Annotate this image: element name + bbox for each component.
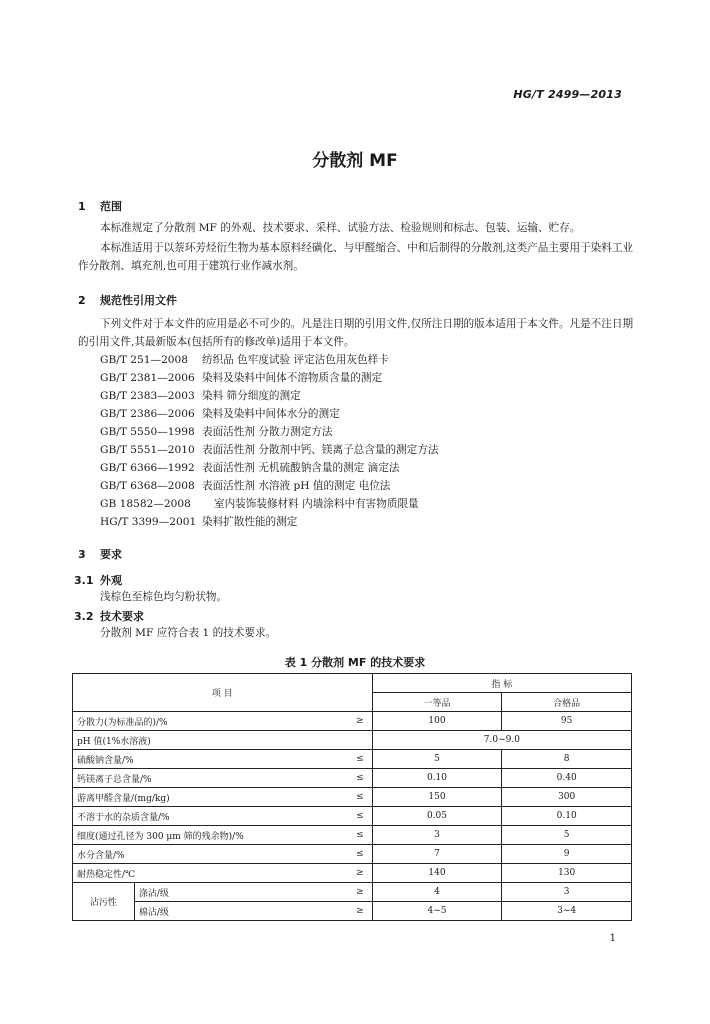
subsection-3-1-heading: [74, 572, 122, 588]
reference-title: 表面活性剂 无机硫酸钠含量的测定 滴定法: [202, 462, 400, 474]
subsection-3-2-heading: [74, 608, 144, 624]
table-row: [73, 731, 632, 750]
row-qualified: 130: [502, 864, 632, 883]
reference-title: 表面活性剂 分散剂中钙、镁离子总含量的测定方法: [202, 444, 439, 456]
row-item: 棉沾/级: [134, 902, 341, 921]
reference-code: HG/T 3399—2001: [100, 516, 197, 528]
reference-title: 染料及染料中间体水分的测定: [202, 408, 340, 420]
row-first: 150: [372, 788, 502, 807]
section-number: 1: [78, 200, 86, 213]
row-first: 5: [372, 750, 502, 769]
reference-item: [100, 388, 301, 406]
row-qualified: 9: [502, 845, 632, 864]
row-qualified: 0.10: [502, 807, 632, 826]
row-symbol: ≤: [342, 750, 372, 769]
row-first: 3: [372, 826, 502, 845]
section-2-intro: 下列文件对于本文件的应用是必不可少的。凡是注日期的引用文件,仅所注日期的版本适用于本文件。凡是不注日期的引用文件,其最新版本(包括所有的修改单)适用于本文件。: [78, 318, 634, 348]
table-row: [73, 807, 632, 826]
row-first: 100: [372, 712, 502, 731]
specification-table: [72, 673, 632, 921]
row-qualified: 8: [502, 750, 632, 769]
table-row: [73, 750, 632, 769]
row-qualified: 95: [502, 712, 632, 731]
reference-item: [100, 442, 438, 460]
row-item: 不溶于水的杂质含量/%: [73, 807, 342, 826]
row-first: 140: [372, 864, 502, 883]
row-qualified: 300: [502, 788, 632, 807]
row-qualified: 3: [502, 883, 632, 902]
section-3-heading: [78, 546, 122, 562]
table-caption: 表 1 分散剂 MF 的技术要求: [284, 656, 426, 669]
reference-item: [100, 514, 297, 532]
reference-code: GB/T 2381—2006: [100, 372, 195, 384]
row-symbol: ≥: [342, 902, 372, 921]
reference-code: GB/T 5550—1998: [100, 426, 195, 438]
row-symbol: ≤: [342, 826, 372, 845]
stain-group-label: 沾污性: [73, 883, 135, 921]
table-row: [73, 769, 632, 788]
row-value: 7.0~9.0: [372, 731, 631, 750]
reference-code: GB 18582—2008: [100, 498, 191, 510]
subsection-number: 3.1: [74, 574, 94, 587]
row-symbol: ≤: [342, 788, 372, 807]
reference-title: 表面活性剂 水溶液 pH 值的测定 电位法: [202, 480, 391, 492]
reference-code: GB/T 6366—1992: [100, 462, 195, 474]
reference-title: 室内装饰装修材料 内墙涂料中有害物质限量: [214, 498, 419, 510]
table-row: [73, 712, 632, 731]
section-title: 要求: [100, 548, 122, 561]
row-first: 0.05: [372, 807, 502, 826]
row-qualified: 3~4: [502, 902, 632, 921]
table-row: [73, 845, 632, 864]
table-row: [73, 788, 632, 807]
section-2-heading: [78, 292, 177, 308]
technical-requirements-text: 分散剂 MF 应符合表 1 的技术要求。: [100, 627, 277, 639]
section-number: 3: [78, 548, 86, 561]
section-1-paragraph-2: 本标准适用于以萘环芳烃衍生物为基本原料经磺化、与甲醛缩合、中和后制得的分散剂,这类产品主要用于染料工业作分散剂、填充剂,也可用于建筑行业作减水剂。: [78, 242, 634, 272]
row-item: 硫酸钠含量/%: [73, 750, 342, 769]
table-row: [73, 826, 632, 845]
standard-code: HG/T 2499—2013: [513, 88, 622, 101]
row-symbol: ≥: [342, 864, 372, 883]
table-header-row: [73, 674, 632, 693]
row-symbol: ≥: [342, 883, 372, 902]
subsection-title: 技术要求: [100, 610, 144, 623]
row-symbol: ≤: [342, 807, 372, 826]
section-1-heading: [78, 198, 122, 214]
subsection-number: 3.2: [74, 610, 94, 623]
row-symbol: ≤: [342, 845, 372, 864]
section-1-paragraph-1: 本标准规定了分散剂 MF 的外观、技术要求、采样、试验方法、检验规则和标志、包装、运输、贮存。: [100, 222, 581, 234]
reference-title: 染料 筛分细度的测定: [202, 390, 301, 402]
table-row: [73, 864, 632, 883]
header-qualified: 合格品: [502, 693, 632, 712]
header-item: 项 目: [73, 674, 373, 712]
reference-item: [100, 370, 382, 388]
row-item: 细度(通过孔径为 300 μm 筛的残余物)/%: [73, 826, 342, 845]
table-row: [73, 902, 632, 921]
header-first-grade: 一等品: [372, 693, 502, 712]
reference-item: [100, 406, 340, 424]
header-index: 指 标: [372, 674, 631, 693]
reference-code: GB/T 251—2008: [100, 354, 189, 366]
reference-item: [100, 496, 419, 514]
section-title: 范围: [100, 200, 122, 213]
document-title: 分散剂 MF: [312, 151, 398, 171]
reference-item: [100, 424, 333, 442]
row-item: 分散力(为标准品的)/%: [73, 712, 342, 731]
row-qualified: 0.40: [502, 769, 632, 788]
reference-item: [100, 352, 389, 370]
reference-code: GB/T 2383—2003: [100, 390, 195, 402]
row-item: 涤沾/级: [134, 883, 341, 902]
row-first: 7: [372, 845, 502, 864]
row-item: 耐热稳定性/℃: [73, 864, 342, 883]
row-item: pH 值(1%水溶液): [73, 731, 373, 750]
row-symbol: ≤: [342, 769, 372, 788]
row-first: 0.10: [372, 769, 502, 788]
reference-title: 染料及染料中间体不溶物质含量的测定: [202, 372, 383, 384]
reference-code: GB/T 6368—2008: [100, 480, 195, 492]
page-number: 1: [609, 933, 616, 944]
row-item: 钙镁离子总含量/%: [73, 769, 342, 788]
row-item: 水分含量/%: [73, 845, 342, 864]
row-item: 游离甲醛含量/(mg/kg): [73, 788, 342, 807]
reference-title: 表面活性剂 分散力测定方法: [202, 426, 333, 438]
section-title: 规范性引用文件: [100, 294, 177, 307]
table-row: [73, 883, 632, 902]
reference-title: 纺织品 色牢度试验 评定沾色用灰色样卡: [202, 354, 389, 366]
reference-title: 染料扩散性能的测定: [202, 516, 298, 528]
row-first: 4: [372, 883, 502, 902]
reference-item: [100, 460, 399, 478]
row-symbol: ≥: [342, 712, 372, 731]
reference-item: [100, 478, 390, 496]
reference-code: GB/T 5551—2010: [100, 444, 195, 456]
section-number: 2: [78, 294, 86, 307]
reference-code: GB/T 2386—2006: [100, 408, 195, 420]
row-qualified: 5: [502, 826, 632, 845]
subsection-title: 外观: [100, 574, 122, 587]
row-first: 4~5: [372, 902, 502, 921]
appearance-text: 浅棕色至棕色均匀粉状物。: [100, 591, 228, 603]
